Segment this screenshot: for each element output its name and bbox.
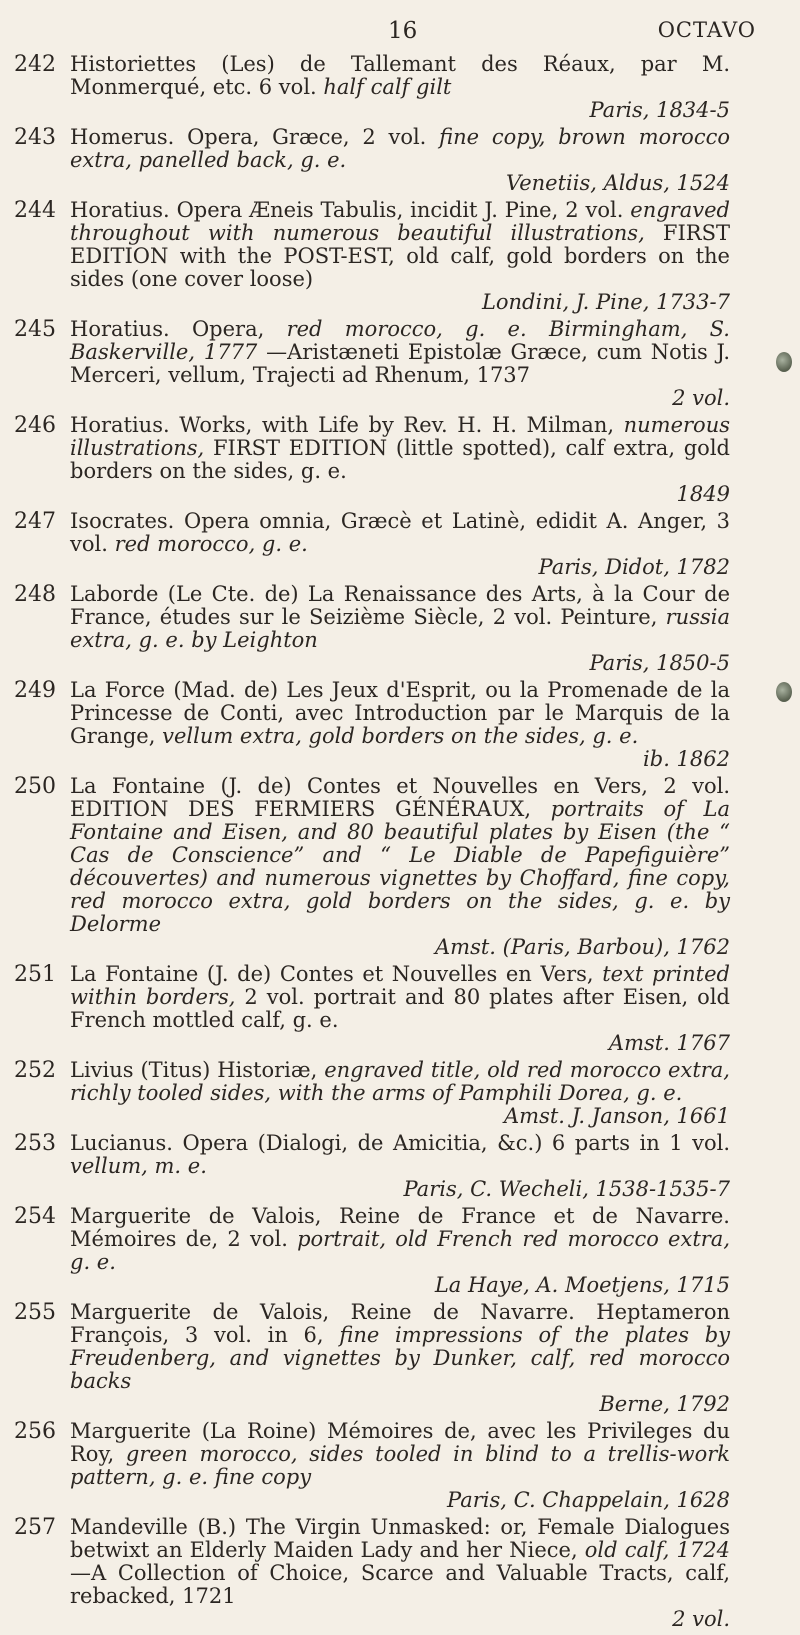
lot-imprint: Paris, 1850-5: [589, 651, 730, 675]
lot-imprint: ib. 1862: [643, 747, 730, 771]
lot-number: 246: [14, 413, 56, 438]
lot-description: La Force (Mad. de) Les Jeux d'Esprit, ou la Promenade de la Princesse de Conti, avec Introduction par le Marquis de la Grange, vellum extra, gold borders on the sides, g. e. ib. 1862: [70, 678, 730, 771]
lot-number: 257: [14, 1515, 56, 1540]
lot-number: 248: [14, 582, 56, 607]
page-number: 16: [388, 18, 418, 44]
catalogue-list: [0, 53, 800, 1635]
lot-number: 253: [14, 1131, 56, 1156]
catalogue-entry: [0, 414, 800, 506]
lot-number: 250: [14, 774, 56, 799]
lot-imprint: Berne, 1792: [599, 1392, 730, 1416]
lot-description: Historiettes (Les) de Tallemant des Réaux, par M. Monmerqué, etc. 6 vol. half calf gilt Paris, 1834-5: [70, 52, 730, 122]
lot-imprint: Paris, 1834-5: [589, 98, 730, 122]
lot-description: Laborde (Le Cte. de) La Renaissance des Arts, à la Cour de France, études sur le Seizième Siècle, 2 vol. Peinture, russia extra, g. e. by Leighton Paris, 1850-5: [70, 582, 730, 675]
lot-imprint: 2 vol.: [672, 386, 730, 410]
lot-description: Lucianus. Opera (Dialogi, de Amicitia, &c.) 6 parts in 1 vol. vellum, m. e. Paris, C. Wecheli, 1538-1535-7: [70, 1131, 730, 1201]
lot-description: Horatius. Opera Æneis Tabulis, incidit J. Pine, 2 vol. engraved throughout with numerous beautiful illustrations, FIRST EDITION with the POST-EST, old calf, gold borders on the sides (one cover loose) Londini, J. Pine, 1733-7: [70, 198, 730, 314]
lot-number: 245: [14, 317, 56, 342]
catalogue-entry: [0, 1516, 800, 1631]
lot-imprint: Venetiis, Aldus, 1524: [505, 171, 730, 195]
catalogue-entry: [0, 1059, 800, 1128]
lot-imprint: Paris, Didot, 1782: [538, 555, 730, 579]
lot-description: La Fontaine (J. de) Contes et Nouvelles en Vers, text printed within borders, 2 vol. portrait and 80 plates after Eisen, old French mottled calf, g. e. Amst. 1767: [70, 962, 730, 1055]
lot-description: Livius (Titus) Historiæ, engraved title, old red morocco extra, richly tooled sides, with the arms of Pamphili Dorea, g. e. Amst. J. Janson, 1661: [70, 1058, 730, 1128]
lot-imprint: Amst. J. Janson, 1661: [504, 1104, 730, 1128]
catalogue-entry: [0, 963, 800, 1055]
lot-imprint: Paris, C. Wecheli, 1538-1535-7: [403, 1177, 730, 1201]
lot-description: Isocrates. Opera omnia, Græcè et Latinè, edidit A. Anger, 3 vol. red morocco, g. e. Paris, Didot, 1782: [70, 509, 730, 579]
lot-number: 254: [14, 1204, 56, 1229]
lot-description: Marguerite de Valois, Reine de France et de Navarre. Mémoires de, 2 vol. portrait, old French red morocco extra, g. e. La Haye, A. Moetjens, 1715: [70, 1204, 730, 1297]
lot-number: 242: [14, 52, 56, 77]
paper-blemish: [776, 682, 792, 702]
catalogue-entry: [0, 1420, 800, 1512]
catalogue-entry: [0, 126, 800, 195]
lot-description: Mandeville (B.) The Virgin Unmasked: or, Female Dialogues betwixt an Elderly Maiden Lady and her Niece, old calf, 1724 —A Collection of Choice, Scarce and Valuable Tracts, calf, rebacked, 1721 2 vol.: [70, 1515, 730, 1631]
section-title: OCTAVO: [657, 18, 756, 42]
page-header: [0, 10, 800, 50]
lot-number: 251: [14, 962, 56, 987]
lot-description: La Fontaine (J. de) Contes et Nouvelles en Vers, 2 vol. EDITION DES FERMIERS GÉNÉRAUX, portraits of La Fontaine and Eisen, and 80 beautiful plates by Eisen (the “ Cas de Conscience” and “ Le Diable de Papefiguière” découvertes) and numerous vignettes by Choffard, fine copy, red morocco extra, gold borders on the sides, g. e. by Delorme Amst. (Paris, Barbou), 1762: [70, 774, 730, 959]
lot-description: Marguerite de Valois, Reine de Navarre. Heptameron François, 3 vol. in 6, fine impressions of the plates by Freudenberg, and vignettes by Dunker, calf, red morocco backs Berne, 1792: [70, 1300, 731, 1416]
lot-number: 247: [14, 509, 56, 534]
lot-number: 243: [14, 125, 56, 150]
catalogue-entry: [0, 1205, 800, 1297]
lot-imprint: La Haye, A. Moetjens, 1715: [434, 1273, 730, 1297]
lot-imprint: Amst. 1767: [608, 1031, 730, 1055]
lot-description: Homerus. Opera, Græce, 2 vol. fine copy, brown morocco extra, panelled back, g. e. Venetiis, Aldus, 1524: [70, 125, 730, 195]
lot-number: 255: [14, 1300, 56, 1325]
lot-imprint: Paris, C. Chappelain, 1628: [447, 1488, 730, 1512]
paper-blemish: [776, 352, 792, 372]
catalogue-entry: [0, 318, 800, 410]
lot-imprint: 1849: [676, 482, 730, 506]
lot-number: 244: [14, 198, 56, 223]
lot-number: 249: [14, 678, 56, 703]
catalogue-entry: [0, 199, 800, 314]
lot-description: Horatius. Opera, red morocco, g. e. Birmingham, S. Baskerville, 1777 —Aristæneti Epistolæ Græce, cum Notis J. Merceri, vellum, Trajecti ad Rhenum, 1737 2 vol.: [70, 317, 730, 410]
lot-number: 256: [14, 1419, 56, 1444]
lot-description: Marguerite (La Roine) Mémoires de, avec les Privileges du Roy, green morocco, sides tooled in blind to a trellis-work pattern, g. e. fine copy Paris, C. Chappelain, 1628: [70, 1419, 730, 1512]
catalogue-entry: [0, 1301, 800, 1416]
lot-imprint: Amst. (Paris, Barbou), 1762: [434, 935, 730, 959]
lot-number: 252: [14, 1058, 56, 1083]
catalogue-entry: [0, 679, 800, 771]
catalogue-entry: [0, 583, 800, 675]
catalogue-entry: [0, 510, 800, 579]
catalogue-entry: [0, 775, 800, 959]
lot-description: Horatius. Works, with Life by Rev. H. H. Milman, numerous illustrations, FIRST EDITION (little spotted), calf extra, gold borders on the sides, g. e. 1849: [70, 413, 730, 506]
lot-imprint: Londini, J. Pine, 1733-7: [481, 290, 730, 314]
lot-imprint: 2 vol.: [672, 1607, 730, 1631]
catalogue-entry: [0, 53, 800, 122]
catalogue-entry: [0, 1132, 800, 1201]
